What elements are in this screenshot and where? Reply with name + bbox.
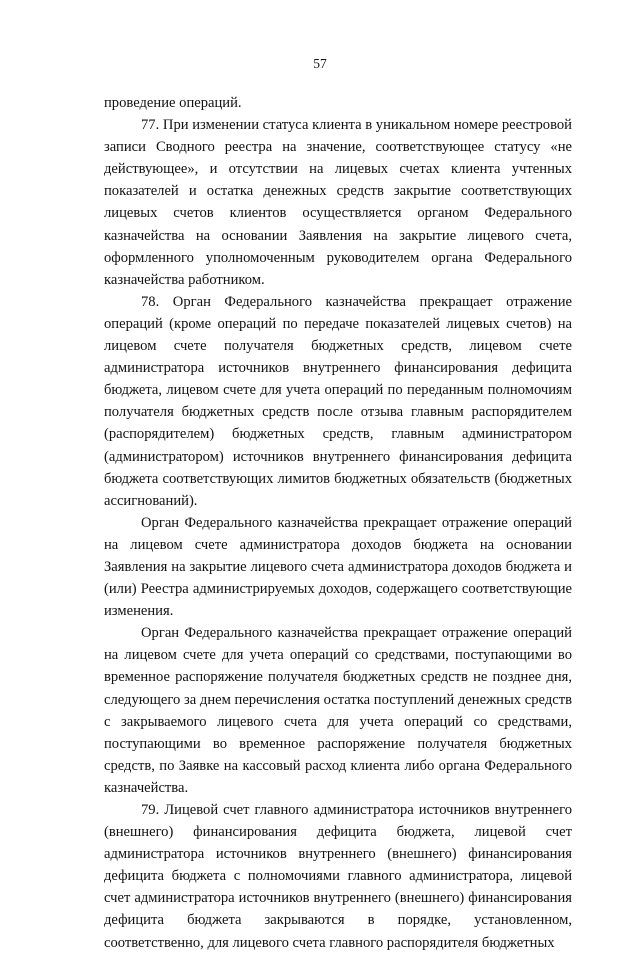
document-body [104,92,572,954]
paragraph-79: 79. Лицевой счет главного администратора источников внутреннего (внешнего) финансирования дефицита бюджета, лицевой счет администратора источников внутреннего (внешнего) финансирования дефицита бюджета с полномочиями главного администратора, лицевой счет администратора источников внутреннего (внешнего) финансирования дефицита бюджета закрываются в порядке, установленном, соответственно, для лицевого счета главного распорядителя бюджетных [104,802,572,951]
paragraph-77: 77. При изменении статуса клиента в уникальном номере реестровой записи Сводного реестра на значение, соответствующее статусу «не действующее», и отсутствии на лицевых счетах клиента учтенных показателей и остатка денежных средств закрытие соответствующих лицевых счетов клиентов осуществляется органом Федерального казначейства на основании Заявления на закрытие лицевого счета, оформленного уполномоченным руководителем органа Федерального казначейства работником. [104,117,572,288]
paragraph-78: 78. Орган Федерального казначейства прекращает отражение операций (кроме операций по передаче показателей лицевых счетов) на лицевом счете получателя бюджетных средств, лицевом счете администратора источников внутреннего финансирования дефицита бюджета, лицевом счете для учета операций по переданным полномочиям получателя бюджетных средств после отзыва главным распорядителем (распорядителем) бюджетных средств, главным администратором (администратором) источников внутреннего финансирования дефицита бюджета соответствующих лимитов бюджетных обязательств (бюджетных ассигнований). [104,293,572,509]
paragraph-continuation: проведение операций. [104,95,242,111]
paragraph-78-temporary-funds: Орган Федерального казначейства прекращает отражение операций на лицевом счете для учета операций со средствами, поступающими во временное распоряжение получателя бюджетных средств не позднее дня, следующего за днем перечисления остатка поступлений денежных средств с закрываемого лицевого счета для учета операций со средствами, поступающими во временное распоряжение получателя бюджетных средств, по Заявке на кассовый расход клиента либо органа Федерального казначейства. [104,625,572,796]
page-number: 57 [313,56,327,71]
paragraph-78-income-administrator: Орган Федерального казначейства прекращает отражение операций на лицевом счете администратора доходов бюджета на основании Заявления на закрытие лицевого счета администратора доходов бюджета и (или) Реестра администрируемых доходов, содержащего соответствующие изменения. [104,514,572,620]
